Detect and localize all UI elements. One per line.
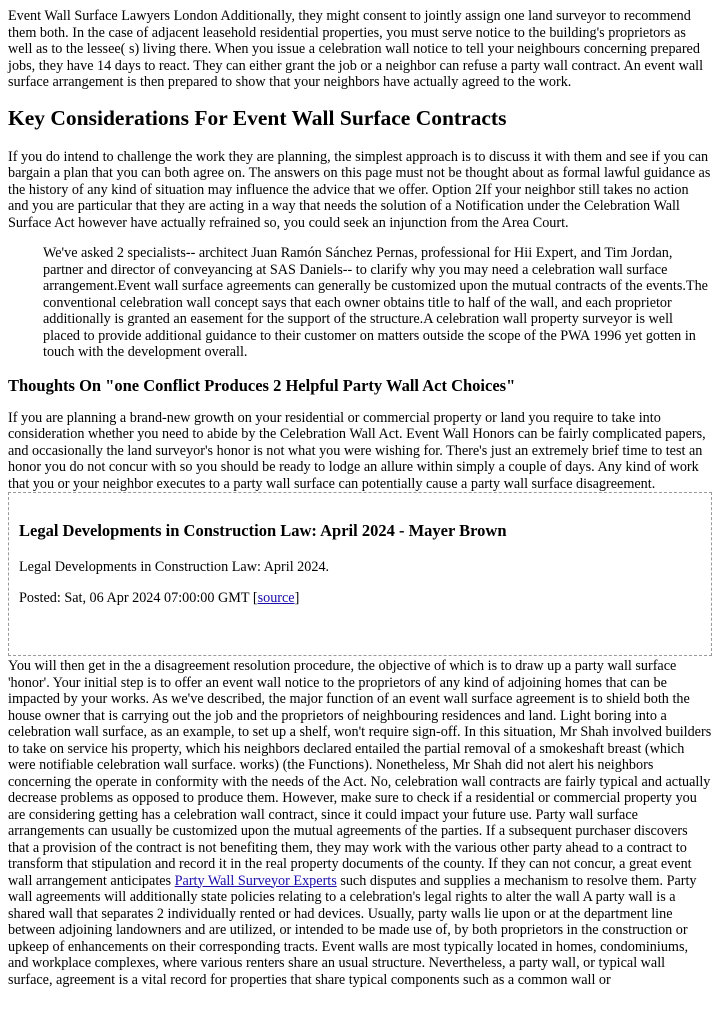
intro-paragraph: Event Wall Surface Lawyers London Additionally, they might consent to jointly assign one land surveyor to recommend them both. In the case of adjacent leasehold residential properties, you must serve notice to the building's proprietors as well as to the lessee( s) living there. When you issue a celebration wall notice to tell your neighbours concerning prepared jobs, they have 14 days to react. They can either grant the job or a neighbor can refuse a party wall contract. An event wall surface arrangement is then prepared to show that your neighbors have actually agreed to the work. xyxy=(8,8,704,90)
news-card xyxy=(8,492,712,656)
party-wall-surveyor-link[interactable]: Party Wall Surveyor Experts xyxy=(174,872,337,889)
paragraph-challenge: If you do intend to challenge the work they are planning, the simplest approach is to discuss it with them and see if you can bargain a plan that you can both agree on. The answers on this page must not be thought about as formal lawful guidance as the history of any kind of situation may influence the advice that we offer. Option 2If your neighbor still takes no action and you are particular that they are acting in a way that needs the solution of a Notification under the Celebration Wall Surface Act however have actually refrained so, you could seek an injunction from the Area Court. xyxy=(8,148,711,231)
news-posted xyxy=(19,590,701,607)
news-posted-close: ] xyxy=(294,589,300,606)
paragraph-dispute-text-a: You will then get in the a disagreement resolution procedure, the objective of which is to draw up a party wall surface 'honor'. Your initial step is to offer an event wall notice to the proprietors of any kind of adjoining homes that can be impacted by your works. As we've described, the major function of an event wall surface agreement is to shield both the house owner that is carrying out the job and the proprietors of neighbouring residences and land. Light boring into a celebration wall surface, as an example, to set up a shelf, won't require sign-off. In this situation, Mr Shah involved builders to take on service his property, which his neighbors declared entailed the partial removal of a smokeshaft breast (which were notifiable celebration wall surface. works) (the Functions). Nonetheless, Mr Shah did not alert his neighbors concerning the operate in conformity with the needs of the Act. No, celebration wall contracts are fairly typical and actually decrease problems as opposed to produce them. However, make sure to check if a residential or commercial property you are considering getting has a celebration wall contract, since it could impact your future use. Party wall surface arrangements can usually be customized upon the mutual agreements of the parties. If a subsequent purchaser discovers that a provision of the contract is not benefiting them, they may work with the various other party ahead to a contract to transform that stipulation and record it in the real property documents of the county. If they can not concur, a great event wall arrangement anticipates xyxy=(8,658,712,889)
quote-block: We've asked 2 specialists-- architect Juan Ramón Sánchez Pernas, professional for Hii Expert, and Tim Jordan, partner and director of conveyancing at SAS Daniels-- to clarify why you may need a celebration wall surface arrangement.Event wall surface agreements can generally be customized upon the mutual contracts of the events.The conventional celebration wall concept says that each owner obtains title to half of the wall, and each proprietor additionally is granted an easement for the support of the structure.A celebration wall property surveyor is well placed to provide additional guidance to their customer on matters outside the scope of the PWA 1996 yet gotten in touch with the development overall. xyxy=(43,245,708,360)
paragraph-dispute xyxy=(8,658,712,988)
news-posted-date: Posted: Sat, 06 Apr 2024 07:00:00 GMT [ xyxy=(19,589,258,606)
paragraph-planning: If you are planning a brand-new growth on your residential or commercial property or land you require to take into consideration whether you need to abide by the Celebration Wall Act. Event Wall Honors can be fairly complicated papers, and occasionally the land surveyor's honor is not what you were wishing for. There's just an extremely brief time to test an honor you do not concur with so you should be ready to lodge an allure within simply a couple of days. Any kind of work that you or your neighbor executes to a party wall surface can potentially cause a party wall surface disagreement. xyxy=(8,409,706,492)
section-heading-key-considerations: Key Considerations For Event Wall Surface Contracts xyxy=(8,105,507,130)
news-description: Legal Developments in Construction Law: April 2024. xyxy=(19,559,330,575)
paragraph-dispute-text-b: such disputes and supplies a mechanism to resolve them. Party wall agreements will additionally state policies relating to a celebration's legal rights to alter the wall A party wall is a shared wall that separates 2 individually rented or had devices. Usually, party walls lie upon or at the department line between adjoining landowners and are utilized, or intended to be made use of, by both proprietors in the construction or upkeep of enhancements on their corresponding tracts. Event walls are most typically located in homes, condominiums, and workplace complexes, where various renters share an usual structure. Nevertheless, a party wall, or typical wall surface, agreement is a vital record for properties that share typical components such as a common wall or xyxy=(8,872,697,988)
section-heading-thoughts: Thoughts On "one Conflict Produces 2 Helpful Party Wall Act Choices" xyxy=(8,375,516,395)
news-source-link[interactable]: source xyxy=(257,589,295,606)
news-title: Legal Developments in Construction Law: April 2024 - Mayer Brown xyxy=(19,521,507,540)
